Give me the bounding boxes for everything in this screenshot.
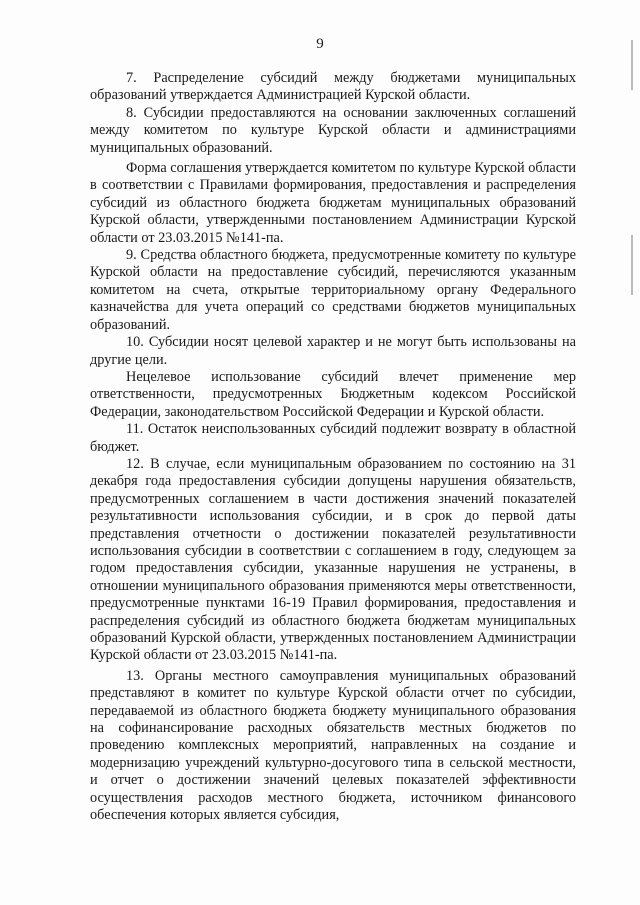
paragraph-misuse: Нецелевое использование субсидий влечет применение мер ответственности, предусмотренных Бюджетным кодексом Российской Федерации, законодательством Российской Федерации и Курской области. xyxy=(90,368,576,420)
paragraph-11: 11. Остаток неиспользованных субсидий подлежит возврату в областной бюджет. xyxy=(90,421,576,455)
paragraph-10: 10. Субсидии носят целевой характер и не могут быть использованы на другие цели. xyxy=(90,334,576,368)
paragraph-9: 9. Средства областного бюджета, предусмотренные комитету по культуре Курской области на предоставление субсидий, перечисляются указанным комитетом на счета, открытые территориальному органу Федерального казначейства для учета операций со средствами бюджетов муниципальных образований. xyxy=(90,247,576,333)
paragraph-agreement-form: Форма соглашения утверждается комитетом по культуре Курской области в соответствии с Правилами формирования, предоставления и распределения субсидий из областного бюджета бюджетам муниципальных образований Курской области, утвержденными постановлением Администрации Курской области от 23.03.2015 №141-па. xyxy=(90,160,576,246)
paragraph-8: 8. Субсидии предоставляются на основании заключенных соглашений между комитетом по культуре Курской области и администрациями муниципальных образований. xyxy=(90,104,576,156)
scan-edge-mark xyxy=(631,40,633,90)
document-body xyxy=(90,70,576,824)
paragraph-7: 7. Распределение субсидий между бюджетами муниципальных образований утверждается Администрацией Курской области. xyxy=(90,70,576,104)
paragraph-12: 12. В случае, если муниципальным образованием по состоянию на 31 декабря года предоставления субсидии допущены нарушения обязательств, предусмотренных соглашением в части достижения значений показателей результативности использования субсидии, и в срок до первой даты представления отчетности о достижении показателей результативности использования субсидии в соответствии с соглашением в году, следующем за годом предоставления субсидии, указанные нарушения не устранены, в отношении муниципального образования применяются меры ответственности, предусмотренные пунктами 16-19 Правил формирования, предоставления и распределения субсидий из областного бюджета бюджетам муниципальных образований Курской области, утвержденных постановлением Администрации Курской области от 23.03.2015 №141-па. xyxy=(90,455,576,664)
page-number: 9 xyxy=(316,36,324,52)
paragraph-13: 13. Органы местного самоуправления муниципальных образований представляют в комитет по культуре Курской области отчет по субсидии, передаваемой из областного бюджета бюджету муниципального образования на софинансирование расходных обязательств местных бюджетов по проведению комплексных мероприятий, направленных на создание и модернизацию учреждений культурно-досугового типа в сельской местности, и отчет о достижении значений целевых показателей эффективности осуществления расходов местного бюджета, источником финансового обеспечения которых является субсидия, xyxy=(90,667,576,824)
scan-edge-mark xyxy=(631,235,633,295)
